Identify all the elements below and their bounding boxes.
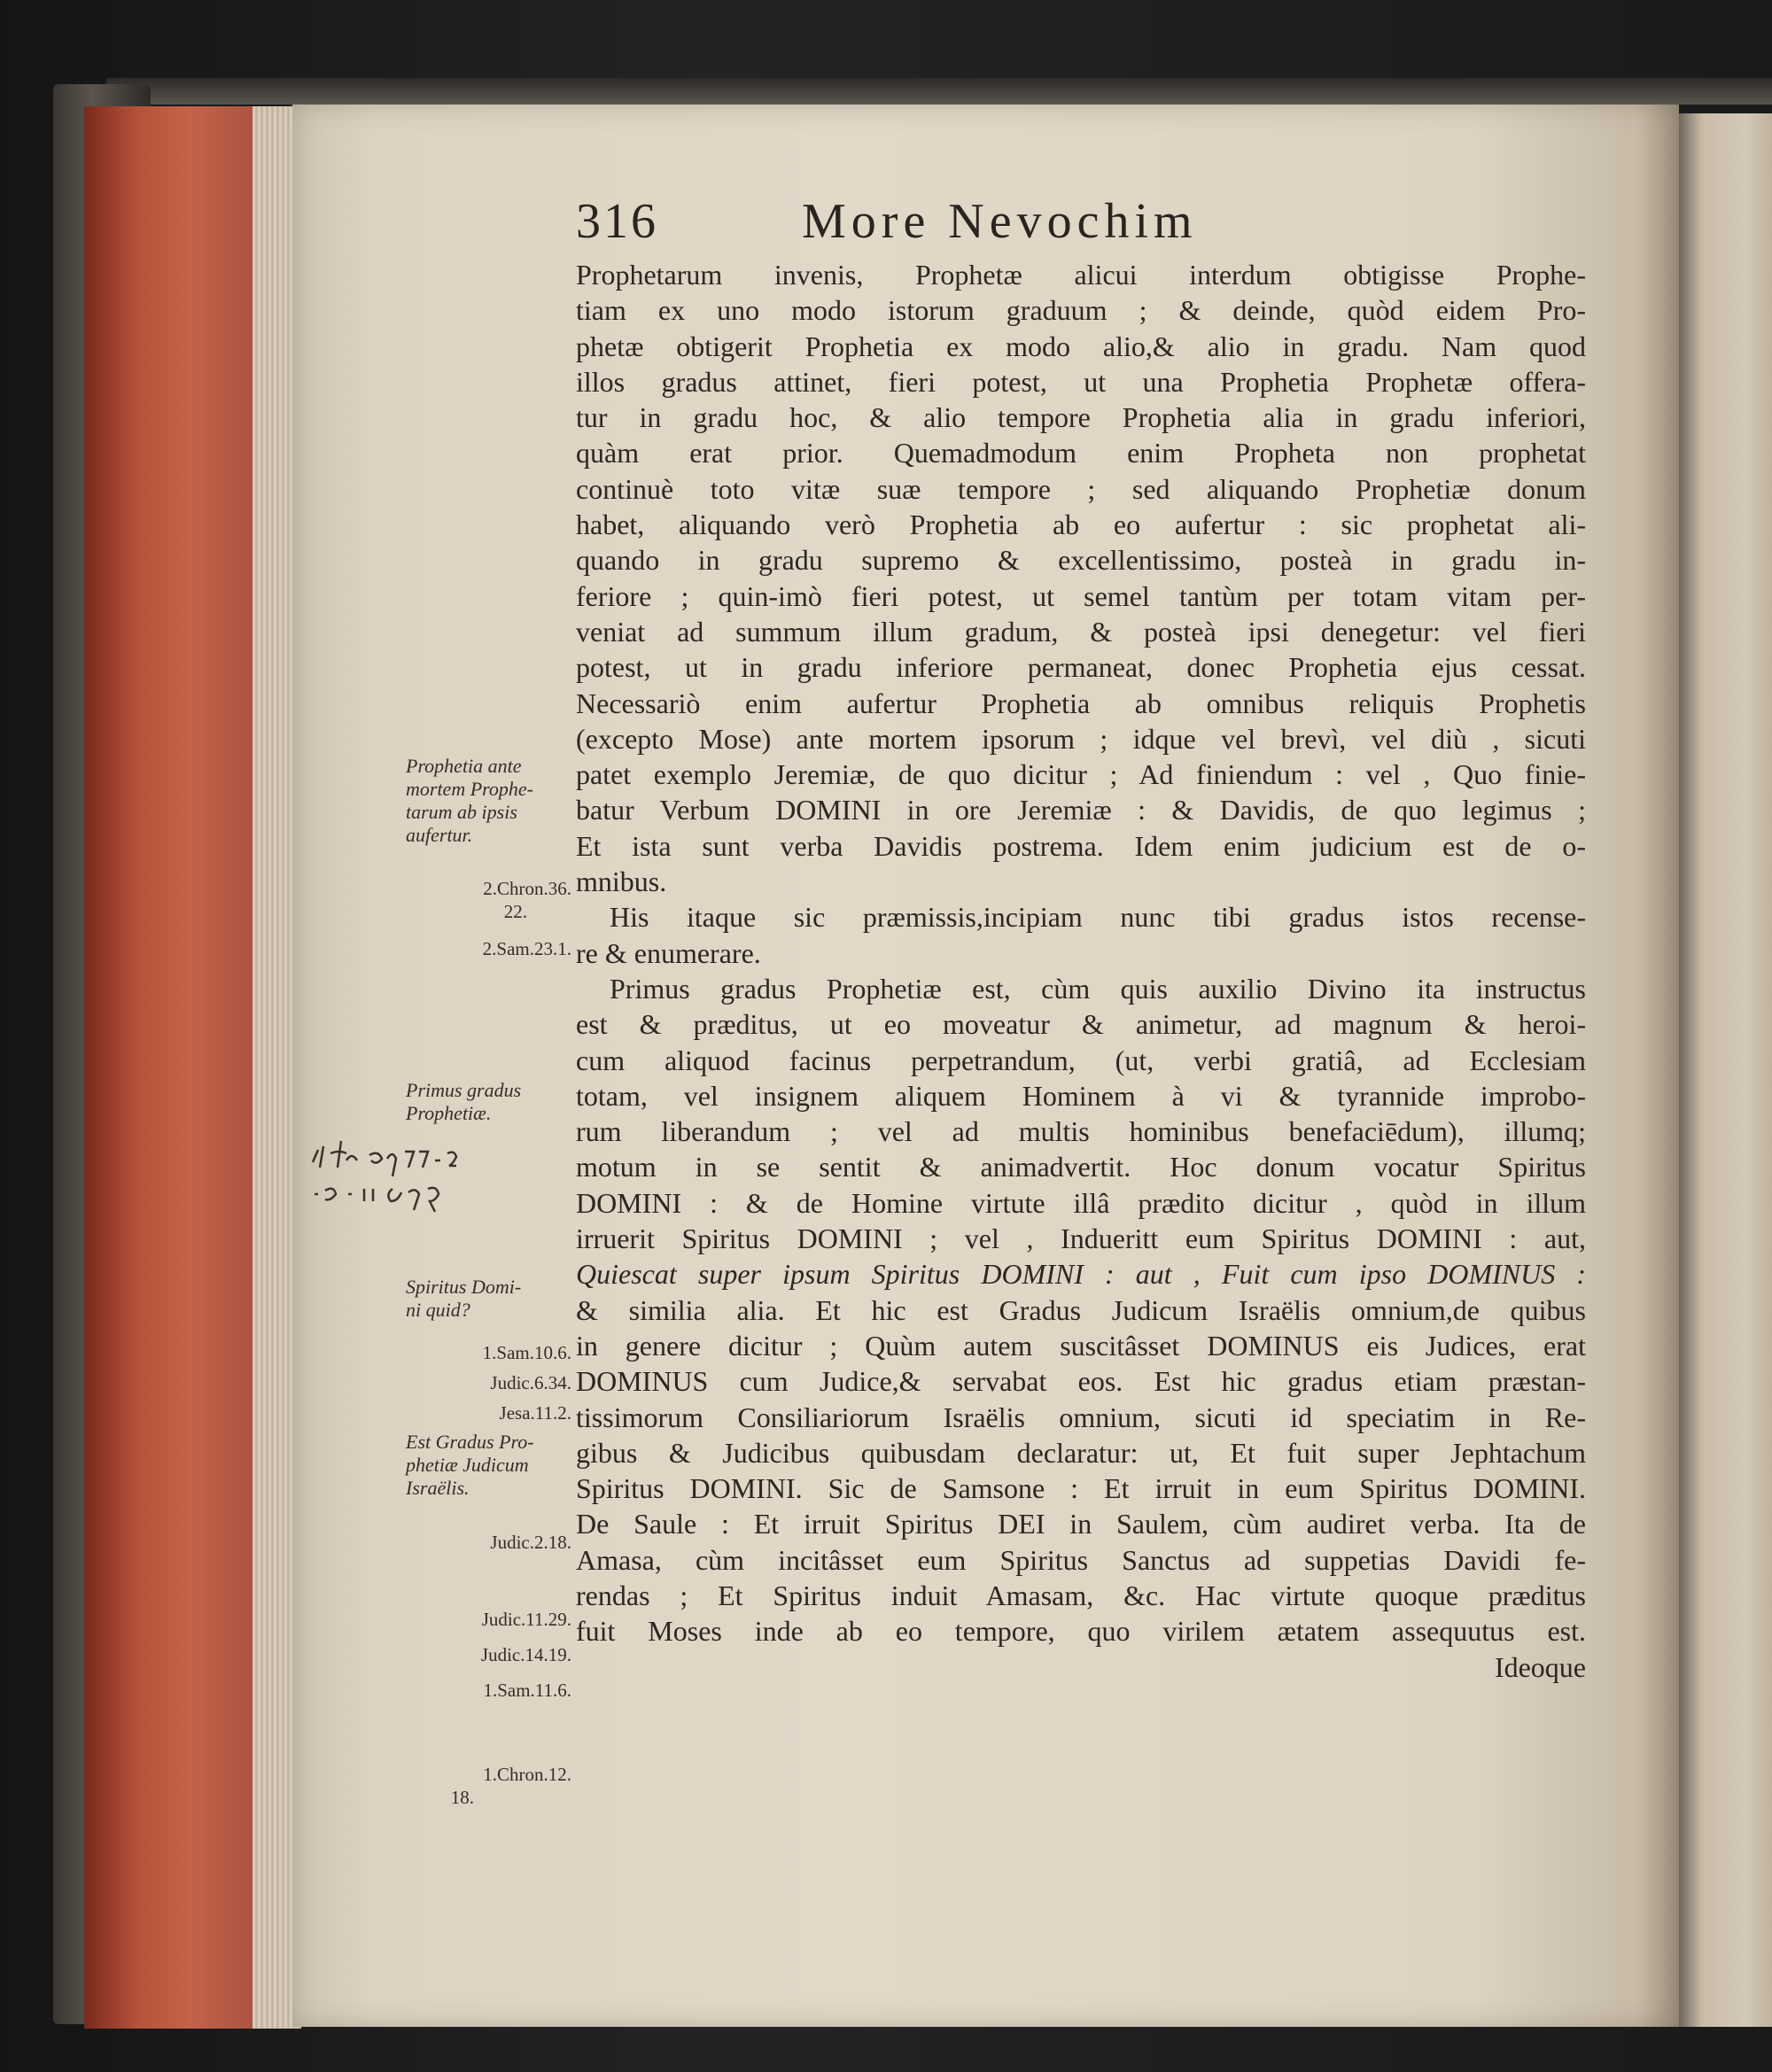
margin-note-line: tarum ab ipsis bbox=[406, 801, 517, 823]
margin-ref-line: Judic.11.29. bbox=[481, 1609, 571, 1630]
text-line: habet, aliquando verò Prophetia ab eo aufertur : sic prophetat ali- bbox=[576, 508, 1586, 541]
text-line: fuit Moses inde ab eo tempore, quo virilem ætatem assequutus est. bbox=[576, 1615, 1586, 1648]
margin-note-prophetia-ante-mortem bbox=[406, 755, 533, 847]
cover-top-edge bbox=[106, 78, 1772, 105]
margin-note-line: Est Gradus Pro- bbox=[406, 1431, 534, 1453]
text-line: totam, vel insignem aliquem Hominem à vi & tyrannide improbo- bbox=[576, 1079, 1586, 1112]
handwritten-annotation bbox=[306, 1136, 580, 1224]
running-title: More Nevochim bbox=[802, 194, 1198, 249]
running-head bbox=[576, 193, 1550, 255]
margin-note-line: Primus gradus bbox=[406, 1079, 522, 1101]
text-line: continuè toto vitæ suæ tempore ; sed aliquando Prophetiæ donum bbox=[576, 472, 1586, 505]
text-line: (excepto Mose) ante mortem ipsorum ; idque vel brevì, vel diù , sicuti bbox=[576, 722, 1586, 755]
text-line: His itaque sic præmissis,incipiam nunc tibi gradus istos recense- bbox=[610, 901, 1586, 934]
text-line: illos gradus attinet, fieri potest, ut una Prophetia Prophetæ offera- bbox=[576, 365, 1586, 398]
text-line: veniat ad summum illum gradum, & posteà ipsi denegetur: vel fieri bbox=[576, 615, 1586, 648]
text-line: rum liberandum ; vel ad multis hominibus benefaciēdum), illumq; bbox=[576, 1115, 1586, 1148]
margin-ref-line: 1.Sam.11.6. bbox=[483, 1680, 571, 1701]
text-line: potest, ut in gradu inferiore permaneat, donec Prophetia ejus cessat. bbox=[576, 651, 1586, 684]
margin-note-spiritus-domini bbox=[406, 1276, 521, 1322]
text-line: feriore ; quin-imò fieri potest, ut semel tantùm per totam vitam per- bbox=[576, 579, 1586, 612]
margin-note-line: aufertur. bbox=[406, 824, 473, 846]
page-number: 316 bbox=[576, 194, 658, 249]
text-line: quando in gradu supremo & excellentissimo, posteà in gradu in- bbox=[576, 544, 1586, 577]
margin-ref-line: 1.Sam.10.6. bbox=[482, 1342, 571, 1363]
margin-ref-line: 22. bbox=[503, 901, 527, 922]
text-line: rendas ; Et Spiritus induit Amasam, &c. Hac virtute quoque præditus bbox=[576, 1579, 1586, 1611]
text-line: mnibus. bbox=[576, 865, 667, 898]
facing-page-edge bbox=[1679, 113, 1772, 2027]
margin-refs-judic bbox=[394, 1602, 571, 1708]
margin-refs-spiritus bbox=[394, 1338, 571, 1428]
margin-ref-line: Jesa.11.2. bbox=[499, 1402, 571, 1424]
text-line: phetæ obtigerit Prophetia ex modo alio,& alio in gradu. Nam quod bbox=[576, 330, 1586, 362]
margin-ref-line: 2.Sam.23.1. bbox=[482, 938, 571, 959]
text-line: Quiescat super ipsum Spiritus DOMINI : aut , Fuit cum ipso DOMINUS : bbox=[576, 1258, 1586, 1291]
text-line: quàm erat prior. Quemadmodum enim Propheta non prophetat bbox=[576, 437, 1586, 469]
margin-note-line: Spiritus Domi- bbox=[406, 1276, 522, 1298]
text-line: Et ista sunt verba Davidis postrema. Idem enim judicium est de o- bbox=[576, 829, 1586, 862]
text-line: cum aliquod facinus perpetrandum, (ut, verbi gratiâ, ad Ecclesiam bbox=[576, 1044, 1586, 1076]
text-line: De Saule : Et irruit Spiritus DEI in Saulem, cùm audiret verba. Ita de bbox=[576, 1508, 1586, 1540]
margin-note-line: mortem Prophe- bbox=[406, 778, 533, 800]
margin-ref-line: Judic.14.19. bbox=[480, 1644, 571, 1665]
text-line: Amasa, cùm incitâsset eum Spiritus Sanctus ad suppetias Davidi fe- bbox=[576, 1543, 1586, 1576]
margin-ref-line: 2.Chron.36. bbox=[483, 878, 571, 899]
body-text bbox=[576, 257, 1586, 1685]
red-page-edges bbox=[84, 106, 261, 2029]
text-line: batur Verbum DOMINI in ore Jeremiæ : & Davidis, de quo legimus ; bbox=[576, 794, 1586, 826]
text-line: patet exemplo Jeremiæ, de quo dicitur ; Ad finiendum : vel , Quo finie- bbox=[576, 758, 1586, 791]
margin-note-primus-gradus bbox=[406, 1079, 521, 1125]
text-line: & similia alia. Et hic est Gradus Judicum Israëlis omnium,de quibus bbox=[576, 1293, 1586, 1326]
margin-note-line: phetiæ Judicum bbox=[406, 1454, 529, 1476]
text-line: Prophetarum invenis, Prophetæ alicui interdum obtigisse Prophe- bbox=[576, 259, 1586, 291]
text-line: tissimorum Consiliariorum Israëlis omnium, sicuti id speciatim in Re- bbox=[576, 1401, 1586, 1433]
margin-note-line: Prophetia ante bbox=[406, 755, 522, 777]
margin-ref-line: Judic.6.34. bbox=[490, 1372, 571, 1393]
margin-note-line: Prophetiæ. bbox=[406, 1102, 492, 1124]
margin-ref-line: 1.Chron.12. bbox=[483, 1764, 571, 1785]
text-line: tiam ex uno modo istorum graduum ; & deinde, quòd eidem Pro- bbox=[576, 294, 1586, 327]
text-line: re & enumerare. bbox=[576, 936, 761, 969]
margin-note-gradus-judicum bbox=[406, 1431, 534, 1500]
text-line: Necessariò enim aufertur Prophetia ab omnibus reliquis Prophetis bbox=[576, 687, 1586, 719]
margin-ref-sam bbox=[394, 937, 571, 960]
text-line: Spiritus DOMINI. Sic de Samsone : Et irruit in eum Spiritus DOMINI. bbox=[576, 1472, 1586, 1505]
margin-note-line: Israëlis. bbox=[406, 1477, 470, 1499]
margin-ref-line: 18. bbox=[450, 1787, 474, 1808]
margin-ref-line: Judic.2.18. bbox=[490, 1532, 571, 1553]
margin-ref-chron bbox=[394, 877, 571, 923]
margin-ref-chron-12 bbox=[394, 1763, 571, 1809]
text-line: gibus & Judicibus quibusdam declaratur: ut, Et fuit super Jephtachum bbox=[576, 1436, 1586, 1469]
text-line: est & præditus, ut eo moveatur & animetur, ad magnum & heroi- bbox=[576, 1008, 1586, 1041]
margin-ref-judic-2 bbox=[394, 1531, 571, 1554]
text-line: motum in se sentit & animadvertit. Hoc donum vocatur Spiritus bbox=[576, 1151, 1586, 1183]
margin-note-line: ni quid? bbox=[406, 1299, 470, 1321]
text-line: Primus gradus Prophetiæ est, cùm quis auxilio Divino ita instructus bbox=[610, 972, 1586, 1005]
text-line: DOMINUS cum Judice,& servabat eos. Est hic gradus etiam præstan- bbox=[576, 1365, 1586, 1398]
text-line: irruerit Spiritus DOMINI ; vel , Indueritt eum Spiritus DOMINI : aut, bbox=[576, 1222, 1586, 1255]
catchword: Ideoque bbox=[1494, 1650, 1586, 1683]
text-line: tur in gradu hoc, & alio tempore Prophetia alia in gradu inferiori, bbox=[576, 401, 1586, 434]
text-line: DOMINI : & de Homine virtute illâ prædito dicitur , quòd in illum bbox=[576, 1186, 1586, 1219]
text-line: in genere dicitur ; Quùm autem suscitâsset DOMINUS eis Judices, erat bbox=[576, 1329, 1586, 1362]
